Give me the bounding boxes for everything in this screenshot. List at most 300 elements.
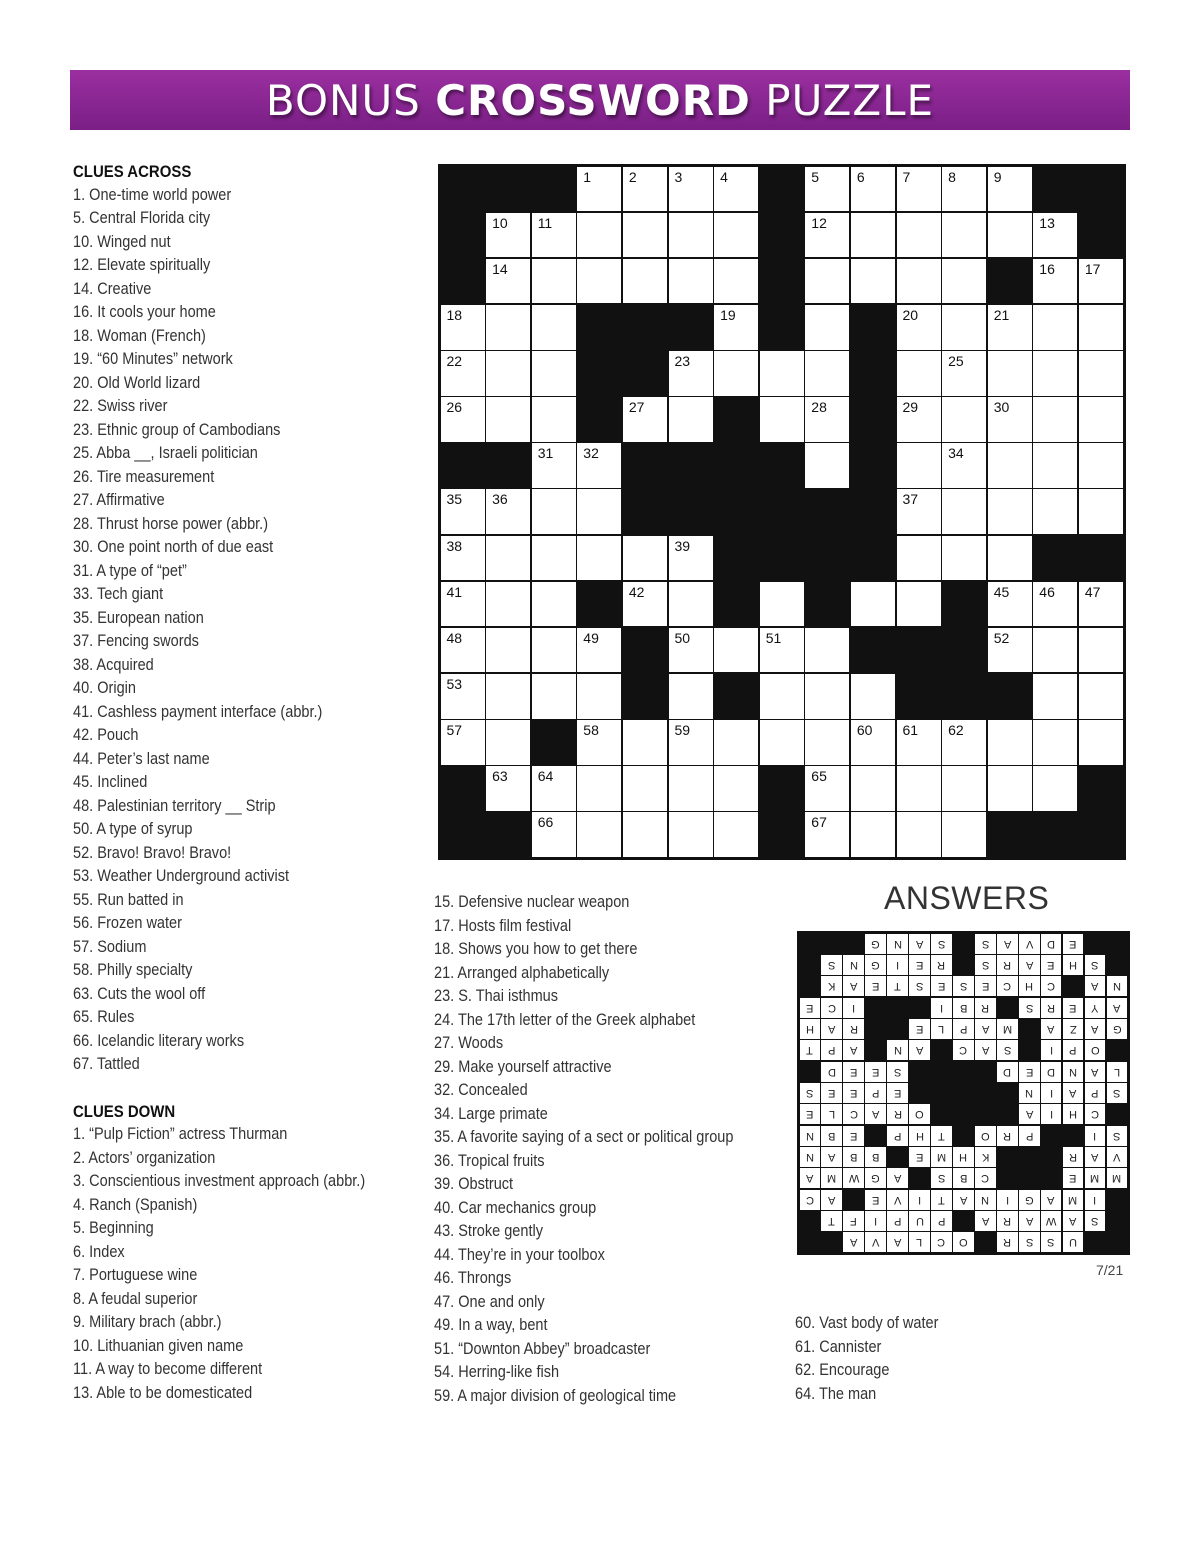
grid-cell[interactable]	[714, 259, 758, 304]
grid-cell[interactable]	[897, 766, 941, 811]
cell-number: 36	[492, 491, 508, 508]
grid-cell[interactable]	[897, 489, 941, 534]
grid-cell[interactable]	[851, 213, 895, 258]
grid-cell[interactable]	[988, 536, 1032, 581]
answer-cell	[1063, 1040, 1084, 1060]
date-code: 7/21	[1096, 1262, 1124, 1278]
grid-cell[interactable]	[714, 628, 758, 673]
grid-cell[interactable]	[486, 397, 530, 442]
grid-cell[interactable]	[669, 628, 713, 673]
grid-cell[interactable]	[532, 536, 576, 581]
grid-cell[interactable]	[760, 674, 804, 719]
grid-cell[interactable]	[577, 443, 621, 488]
grid-cell[interactable]	[486, 489, 530, 534]
grid-cell[interactable]	[942, 259, 986, 304]
grid-cell[interactable]	[486, 259, 530, 304]
grid-cell[interactable]	[942, 351, 986, 396]
grid-cell[interactable]	[805, 213, 849, 258]
cell-number: 39	[674, 537, 691, 554]
cell-number: 23	[674, 353, 691, 370]
answer-cell	[909, 1232, 930, 1252]
cell-number: 41	[446, 583, 463, 600]
clue-item: 55. Run batted in	[73, 890, 184, 909]
answer-letter: P	[937, 1214, 946, 1227]
grid-cell[interactable]	[486, 720, 530, 765]
grid-cell[interactable]	[486, 628, 530, 673]
grid-cell[interactable]	[897, 443, 941, 488]
grid-cell[interactable]	[1033, 213, 1077, 258]
answer-cell	[997, 1062, 1018, 1082]
answer-letter: M	[1068, 1193, 1078, 1206]
grid-cell[interactable]	[1033, 628, 1077, 673]
answer-letter: R	[893, 1108, 902, 1121]
grid-cell[interactable]	[714, 812, 758, 857]
grid-cell[interactable]	[1079, 305, 1123, 350]
answer-cell	[821, 955, 842, 975]
clue-item: 50. A type of syrup	[73, 820, 193, 838]
grid-cell[interactable]	[942, 167, 986, 212]
grid-cell[interactable]	[897, 397, 941, 442]
answer-letter: E	[828, 1086, 836, 1099]
grid-cell[interactable]	[441, 720, 485, 765]
clue-item: 41. Cashless payment interface (abbr.)	[73, 702, 323, 721]
answer-cell	[887, 1190, 908, 1210]
cell-number: 28	[811, 399, 827, 416]
grid-cell[interactable]	[532, 305, 576, 350]
cell-number: 65	[811, 768, 827, 785]
grid-cell[interactable]	[851, 582, 895, 627]
grid-cell[interactable]	[532, 674, 576, 719]
grid-cell[interactable]	[805, 351, 849, 396]
answer-cell	[865, 1083, 886, 1103]
grid-cell[interactable]	[988, 489, 1032, 534]
grid-cell[interactable]	[532, 582, 576, 627]
grid-cell[interactable]	[1079, 582, 1123, 627]
answer-cell	[975, 1168, 996, 1188]
grid-cell[interactable]	[623, 582, 667, 627]
grid-cell[interactable]	[577, 720, 621, 765]
answer-letter: A	[1113, 1001, 1121, 1014]
grid-cell[interactable]	[805, 720, 849, 765]
clue-item: 29. Make yourself attractive	[434, 1057, 612, 1076]
answer-letter: R	[1003, 1236, 1012, 1249]
grid-cell[interactable]	[577, 766, 621, 811]
answer-letter: M	[936, 1150, 947, 1163]
cell-number: 64	[537, 768, 554, 785]
grid-cell[interactable]	[623, 536, 667, 581]
grid-cell[interactable]	[714, 167, 758, 212]
answer-letter: A	[981, 1214, 989, 1227]
grid-cell[interactable]	[441, 351, 485, 396]
answer-cell	[865, 1190, 886, 1210]
grid-cell[interactable]	[669, 351, 713, 396]
answer-cell	[1041, 1083, 1062, 1103]
answer-letter: N	[805, 1150, 814, 1163]
answer-letter: B	[959, 1172, 968, 1185]
answer-letter: V	[1113, 1150, 1121, 1163]
cell-number: 59	[674, 722, 691, 739]
answer-letter: A	[850, 1236, 858, 1249]
answer-letter: C	[937, 1236, 946, 1249]
grid-cell[interactable]	[1033, 582, 1077, 627]
answer-letter: E	[850, 1065, 858, 1078]
answer-letter: I	[939, 1001, 943, 1014]
grid-cell[interactable]	[714, 720, 758, 765]
grid-cell[interactable]	[988, 351, 1032, 396]
clue-item: 20. Old World lizard	[73, 373, 201, 392]
cell-number: 45	[993, 583, 1010, 600]
answer-letter: N	[1025, 1086, 1034, 1099]
grid-cell[interactable]	[577, 628, 621, 673]
answer-cell	[800, 1104, 821, 1124]
grid-cell[interactable]	[1033, 489, 1077, 534]
clue-item: 6. Index	[73, 1242, 125, 1261]
grid-cell[interactable]	[1079, 443, 1123, 488]
answer-letter: P	[1091, 1086, 1099, 1099]
grid-cell[interactable]	[805, 259, 849, 304]
grid-cell[interactable]	[897, 305, 941, 350]
clue-item: 67. Tattled	[73, 1055, 140, 1073]
grid-cell[interactable]	[623, 167, 667, 212]
clue-item: 9. Military brach (abbr.)	[73, 1313, 222, 1331]
grid-cell[interactable]	[669, 259, 713, 304]
grid-cell[interactable]	[988, 628, 1032, 673]
cell-number: 25	[948, 353, 964, 370]
grid-cell[interactable]	[714, 305, 758, 350]
grid-cell[interactable]	[942, 812, 986, 857]
grid-cell[interactable]	[486, 766, 530, 811]
answer-cell	[865, 1062, 886, 1082]
answer-cell	[821, 1062, 842, 1082]
grid-cell[interactable]	[760, 582, 804, 627]
answer-letter: M	[1112, 1172, 1122, 1185]
grid-cell[interactable]	[441, 397, 485, 442]
answer-cell	[1041, 1190, 1062, 1210]
grid-cell[interactable]	[669, 812, 713, 857]
answer-letter: A	[828, 1193, 836, 1206]
answer-cell	[953, 1190, 974, 1210]
clue-item: 42. Pouch	[73, 726, 139, 744]
answer-letter: L	[828, 1108, 835, 1121]
grid-cell[interactable]	[897, 812, 941, 857]
answer-cell	[887, 955, 908, 975]
grid-cell[interactable]	[988, 720, 1032, 765]
clue-item: 5. Beginning	[73, 1219, 154, 1237]
answer-letter: Y	[1091, 1001, 1099, 1014]
clue-item: 39. Obstruct	[434, 1175, 514, 1193]
answer-letter: R	[981, 1001, 990, 1014]
grid-cell[interactable]	[1033, 674, 1077, 719]
grid-cell[interactable]	[669, 536, 713, 581]
grid-cell[interactable]	[942, 720, 986, 765]
grid-cell[interactable]	[532, 259, 576, 304]
clues-down-heading: CLUES DOWN	[73, 1101, 176, 1121]
clue-item: 3. Conscientious investment approach (abbr.)	[73, 1172, 366, 1190]
answer-letter: N	[1112, 980, 1121, 993]
grid-cell[interactable]	[441, 582, 485, 627]
answer-letter: S	[806, 1086, 814, 1099]
cell-number: 49	[583, 629, 599, 646]
answer-letter: A	[981, 1022, 989, 1035]
clue-item: 18. Woman (French)	[73, 326, 206, 345]
clue-item: 46. Throngs	[434, 1269, 512, 1287]
grid-cell[interactable]	[486, 351, 530, 396]
grid-cell[interactable]	[1079, 489, 1123, 534]
grid-cell[interactable]	[942, 489, 986, 534]
answer-letter: R	[937, 958, 946, 971]
answer-letter: L	[916, 1236, 923, 1249]
grid-cell[interactable]	[897, 351, 941, 396]
grid-cell[interactable]	[486, 305, 530, 350]
grid-cell[interactable]	[851, 720, 895, 765]
grid-cell[interactable]	[1079, 259, 1123, 304]
answer-cell	[975, 955, 996, 975]
grid-cell[interactable]	[577, 674, 621, 719]
grid-cell[interactable]	[1033, 443, 1077, 488]
answer-letter: I	[1049, 1108, 1053, 1121]
cell-number: 16	[1039, 260, 1055, 277]
grid-cell[interactable]	[851, 766, 895, 811]
grid-cell[interactable]	[532, 351, 576, 396]
answer-letter: N	[805, 1129, 814, 1142]
answer-letter: R	[1069, 1150, 1078, 1163]
grid-cell[interactable]	[1079, 397, 1123, 442]
grid-cell[interactable]	[897, 213, 941, 258]
answer-cell	[843, 1147, 864, 1167]
grid-cell[interactable]	[669, 720, 713, 765]
answer-cell	[931, 955, 952, 975]
grid-cell[interactable]	[1079, 674, 1123, 719]
answer-cell	[800, 998, 821, 1018]
grid-cell[interactable]	[714, 213, 758, 258]
answer-cell	[1063, 1168, 1084, 1188]
grid-cell[interactable]	[577, 489, 621, 534]
answer-letter: N	[893, 937, 902, 950]
answer-letter: C	[805, 1193, 814, 1206]
answer-cell	[931, 1190, 952, 1210]
grid-cell[interactable]	[623, 397, 667, 442]
answer-letter: D	[827, 1065, 836, 1078]
grid-cell[interactable]	[942, 536, 986, 581]
grid-cell[interactable]	[760, 397, 804, 442]
grid-cell[interactable]	[805, 674, 849, 719]
answer-letter: E	[915, 1022, 924, 1035]
clue-item: 19. “60 Minutes” network	[73, 350, 233, 368]
clue-item: 59. A major division of geological time	[434, 1386, 677, 1405]
cell-number: 17	[1084, 260, 1101, 277]
grid-cell[interactable]	[623, 766, 667, 811]
grid-cell[interactable]	[1033, 720, 1077, 765]
grid-cell[interactable]	[988, 167, 1032, 212]
grid-cell[interactable]	[532, 443, 576, 488]
grid-cell[interactable]	[988, 213, 1032, 258]
cell-number: 61	[902, 722, 919, 739]
grid-cell[interactable]	[486, 536, 530, 581]
grid-cell[interactable]	[760, 720, 804, 765]
grid-cell[interactable]	[669, 674, 713, 719]
grid-cell[interactable]	[805, 812, 849, 857]
grid-cell[interactable]	[851, 259, 895, 304]
grid-cell[interactable]	[577, 259, 621, 304]
clue-item: 43. Stroke gently	[434, 1222, 543, 1240]
clue-item: 53. Weather Underground activist	[73, 867, 290, 885]
answer-cell	[800, 1126, 821, 1146]
cell-number: 66	[537, 814, 554, 831]
grid-cell[interactable]	[988, 397, 1032, 442]
answer-letter: E	[937, 980, 946, 993]
grid-cell[interactable]	[577, 167, 621, 212]
grid-cell[interactable]	[851, 167, 895, 212]
cell-number: 11	[537, 214, 553, 231]
cell-number: 58	[583, 722, 599, 739]
answer-cell	[1019, 998, 1040, 1018]
grid-cell[interactable]	[805, 628, 849, 673]
answer-letter: A	[1003, 937, 1011, 950]
answer-cell	[1041, 955, 1062, 975]
grid-cell[interactable]	[441, 305, 485, 350]
answer-cell	[843, 1040, 864, 1060]
grid-cell[interactable]	[805, 443, 849, 488]
clue-item: 10. Winged nut	[73, 232, 171, 251]
grid-cell[interactable]	[532, 489, 576, 534]
answer-letter: A	[1069, 1214, 1077, 1227]
clue-item: 13. Able to be domesticated	[73, 1383, 253, 1402]
answer-cell	[1019, 1104, 1040, 1124]
grid-cell[interactable]	[441, 674, 485, 719]
clue-item: 12. Elevate spiritually	[73, 256, 211, 274]
grid-cell[interactable]	[942, 213, 986, 258]
grid-cell[interactable]	[897, 720, 941, 765]
answer-letter: E	[1047, 958, 1055, 971]
grid-cell[interactable]	[1033, 351, 1077, 396]
grid-cell[interactable]	[532, 628, 576, 673]
answer-letter: E	[871, 1065, 880, 1078]
grid-cell[interactable]	[805, 766, 849, 811]
grid-cell[interactable]	[441, 628, 485, 673]
grid-cell[interactable]	[897, 259, 941, 304]
grid-cell[interactable]	[577, 213, 621, 258]
grid-cell[interactable]	[532, 766, 576, 811]
grid-cell[interactable]	[486, 582, 530, 627]
clue-item: 10. Lithuanian given name	[73, 1336, 244, 1355]
grid-cell[interactable]	[805, 305, 849, 350]
answer-cell	[975, 1019, 996, 1039]
grid-cell[interactable]	[532, 213, 576, 258]
grid-cell[interactable]	[441, 489, 485, 534]
answer-letter: U	[1069, 1236, 1078, 1249]
grid-cell[interactable]	[669, 397, 713, 442]
answer-cell	[953, 976, 974, 996]
grid-cell[interactable]	[1079, 720, 1123, 765]
grid-cell[interactable]	[486, 213, 530, 258]
grid-cell[interactable]	[988, 766, 1032, 811]
grid-cell[interactable]	[897, 536, 941, 581]
grid-cell[interactable]	[988, 443, 1032, 488]
grid-cell[interactable]	[988, 582, 1032, 627]
grid-cell[interactable]	[897, 582, 941, 627]
answer-cell	[931, 976, 952, 996]
grid-cell[interactable]	[577, 536, 621, 581]
cell-number: 12	[811, 214, 827, 231]
grid-cell[interactable]	[669, 167, 713, 212]
grid-cell[interactable]	[669, 582, 713, 627]
clue-item: 11. A way to become different	[73, 1360, 263, 1378]
grid-cell[interactable]	[577, 812, 621, 857]
grid-cell[interactable]	[805, 397, 849, 442]
grid-cell[interactable]	[851, 674, 895, 719]
grid-cell[interactable]	[942, 305, 986, 350]
answer-letter: C	[1047, 980, 1056, 993]
grid-cell[interactable]	[623, 720, 667, 765]
answer-cell	[821, 976, 842, 996]
grid-cell[interactable]	[1079, 351, 1123, 396]
grid-cell[interactable]	[623, 812, 667, 857]
grid-cell[interactable]	[760, 628, 804, 673]
answer-letter: P	[959, 1022, 968, 1035]
grid-cell[interactable]	[942, 766, 986, 811]
answer-letter: O	[959, 1236, 968, 1249]
answer-cell	[1019, 1126, 1040, 1146]
answer-cell	[821, 1104, 842, 1124]
clue-item: 7. Portuguese wine	[73, 1266, 198, 1284]
cell-number: 51	[765, 629, 782, 646]
answer-letter: V	[893, 1193, 902, 1206]
grid-cell[interactable]	[532, 397, 576, 442]
grid-cell[interactable]	[1079, 628, 1123, 673]
answer-cell	[1019, 934, 1040, 954]
grid-cell[interactable]	[942, 443, 986, 488]
cell-number: 34	[948, 445, 964, 462]
grid-cell[interactable]	[714, 766, 758, 811]
grid-cell[interactable]	[942, 397, 986, 442]
grid-cell[interactable]	[669, 766, 713, 811]
grid-cell[interactable]	[714, 351, 758, 396]
grid-cell[interactable]	[851, 812, 895, 857]
answer-cell	[1063, 1190, 1084, 1210]
answer-cell	[1107, 1168, 1128, 1188]
grid-cell[interactable]	[988, 305, 1032, 350]
answer-cell	[821, 1190, 842, 1210]
answer-cell	[909, 1126, 930, 1146]
clue-item: 34. Large primate	[434, 1104, 548, 1123]
cell-number: 31	[537, 445, 554, 462]
cell-number: 35	[446, 491, 463, 508]
grid-cell[interactable]	[623, 259, 667, 304]
grid-cell[interactable]	[486, 674, 530, 719]
cell-number: 50	[674, 629, 691, 646]
grid-cell[interactable]	[669, 213, 713, 258]
grid-cell[interactable]	[1033, 259, 1077, 304]
answer-letter: O	[981, 1129, 990, 1142]
grid-cell[interactable]	[532, 812, 576, 857]
grid-cell[interactable]	[441, 536, 485, 581]
crossword-grid[interactable]	[438, 164, 1126, 860]
grid-cell[interactable]	[1033, 397, 1077, 442]
answer-letter: A	[959, 1193, 968, 1206]
answer-cell	[1085, 1040, 1106, 1060]
clue-item: 2. Actors’ organization	[73, 1148, 216, 1167]
grid-cell[interactable]	[1033, 305, 1077, 350]
grid-cell[interactable]	[1033, 766, 1077, 811]
answer-cell	[1085, 976, 1106, 996]
grid-cell[interactable]	[760, 351, 804, 396]
grid-cell[interactable]	[805, 167, 849, 212]
clue-item: 33. Tech giant	[73, 585, 164, 603]
grid-cell[interactable]	[897, 167, 941, 212]
cell-number: 14	[492, 260, 508, 277]
answer-cell	[865, 934, 886, 954]
grid-cell[interactable]	[623, 213, 667, 258]
